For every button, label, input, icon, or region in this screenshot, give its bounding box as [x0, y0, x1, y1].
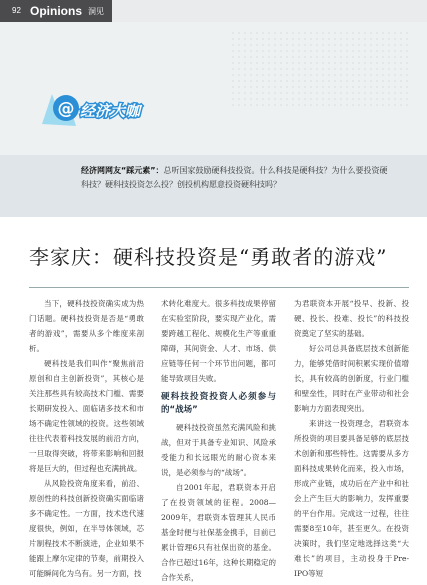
paragraph: 硬科技是我们叫作“聚焦前沿原创和自主创新投资”，其核心是关注那些具有较高技术门槛、需要长期研发投入、面临诸多技术和市场不确定性领域的投资。这些领域往往代表着科技发展的前沿方向，一旦取得突破，将带来影响和回报将是巨大的，但过程也充满挑战。	[29, 359, 144, 473]
logo-at-glyph: @	[57, 99, 75, 119]
paragraph: 为君联资本开展“投早、投新、投硬、投长、投难、投长”的科技投资奠定了坚实的基础。	[294, 299, 409, 338]
decorative-dot-pattern	[230, 30, 410, 110]
intro-lead: 经济网网友“踩元素”：	[81, 166, 164, 175]
article-title: 李家庆：硬科技投资是“勇敢者的游戏”	[29, 245, 388, 269]
paragraph: 来讲这一投资理念，君联资本所投资的项目要具备足够的底层技术创新和那些特性。这需要从多方面科技成果转化而来，投入市场，形成产业链，成功后在产业中和社会上产生巨大的影响力，发挥重要的平台作用。完成这一过程，往往需要8至10年，甚至更久。在投资决策时，我们坚定地选择这类“大难长”的项目，主动投身于Pre-IPO等短	[294, 419, 409, 578]
text-column-2	[161, 296, 276, 585]
column-logo	[36, 86, 154, 130]
text-column-3	[294, 296, 409, 581]
title-divider	[29, 287, 409, 288]
logo-text: 经济大咖	[80, 102, 141, 120]
intro-body: 总听国家鼓励硬科技投资。什么科技是硬科技？为什么要投资硬科技？硬科技投资怎么投？创投机构愿意投资硬科技吗？	[81, 166, 388, 189]
paragraph: 术转化难度大。很多科技成果停留在实验室阶段，要实现产业化，需要跨越工程化、规模化生产等重重障碍，其间资金、人才、市场、供应链等任何一个环节出问题，都可能导致项目失败。	[161, 299, 276, 383]
paragraph: 自2001年起，君联资本开启了在投资领域的征程。2008—2009年，君联资本管理其人民币基金时便与社保基金携手，目前已累计管理6只有社保出资的基金。合作已超过16年，这种长期稳定的合作关系，	[161, 483, 276, 582]
intro-question	[81, 164, 389, 192]
paragraph: 好公司总具备底层技术创新能力，能够凭借时间积累实现价值增长，具有较高的创新度，行业门槛和壁垒性，同时在产业带动和社会影响力方面表现突出。	[294, 344, 409, 413]
section-title-cn: 洞见	[88, 7, 104, 16]
subheading: 硬科技投资投资人必须参与的“战场”	[161, 392, 276, 415]
header-bar	[0, 0, 427, 22]
paragraph: 当下，硬科技投资确实成为热门话题。硬科技投资是否是“勇敢者的游戏”，需要从多个维度来剖析。	[29, 299, 144, 353]
paragraph: 硬科技投资虽然充满风险和挑战，但对于具备专业知识、风险承受能力和长远眼光的耐心资本来说，是必须参与的“战场”。	[161, 423, 276, 477]
paragraph: 从风险投资角度来看，前沿、原创性的科技创新投资确实面临诸多不确定性。一方面，技术迭代速度很快，例如，在半导体领域，芯片制程技术不断演进，企业如果不能跟上摩尔定律的节奏，前期投入可能瞬间化为乌有。另一方面，技	[29, 479, 144, 578]
section-title: Opinions	[30, 4, 82, 18]
page-number: 92	[12, 6, 21, 15]
header-light-block	[112, 0, 427, 22]
text-column-1	[29, 296, 144, 581]
